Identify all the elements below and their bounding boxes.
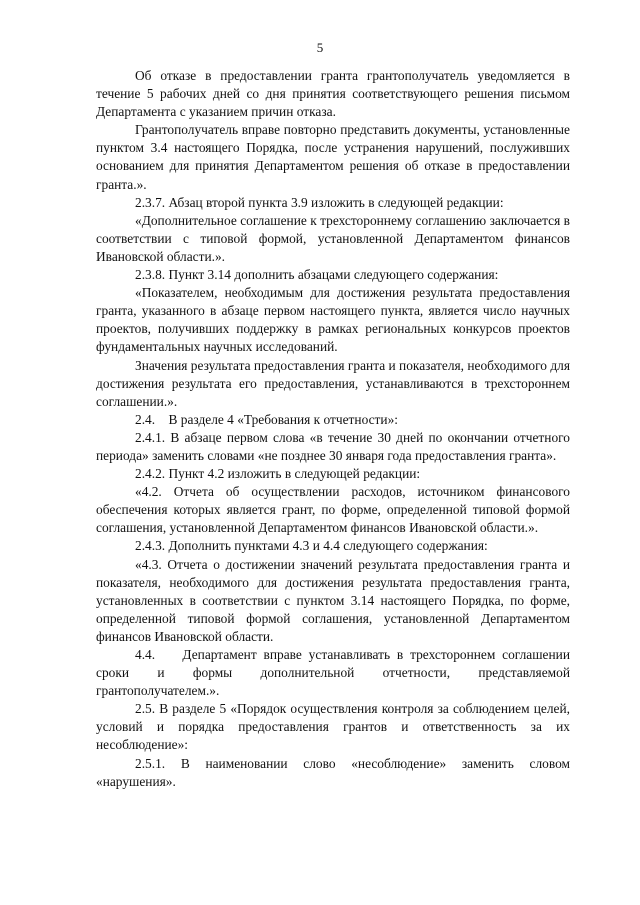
paragraph: 2.4. В разделе 4 «Требования к отчетности»: bbox=[135, 411, 398, 427]
paragraph: 2.3.7. Абзац второй пункта 3.9 изложить в следующей редакции: bbox=[135, 194, 504, 210]
paragraph: 4.4. Департамент вправе устанавливать в трехстороннем соглашении сроки и формы дополнительной отчетности, представляемой грантополучателем.». bbox=[96, 647, 574, 699]
paragraph: «4.2. Отчета об осуществлении расходов, источником финансового обеспечения которых является грант, по форме, определенной типовой формой соглашения, установленной Департаментом финансов Ивановской области.». bbox=[96, 484, 570, 536]
page-number: 5 bbox=[316, 40, 324, 55]
paragraph: «Дополнительное соглашение к трехстороннему соглашению заключается в соответствии с типовой формой, установленной Департаментом финансов Ивановской области.». bbox=[96, 212, 570, 264]
paragraph: «Показателем, необходимым для достижения результата предоставления гранта, указанного в абзаце первом настоящего пункта, является число научных проектов, получивших поддержку в рамках региональных конкурсов проектов фундаментальных научных исследований. bbox=[96, 285, 570, 355]
document-body bbox=[96, 67, 574, 791]
paragraph: 2.5.1. В наименовании слово «несоблюдение» заменить словом «нарушения». bbox=[96, 755, 570, 789]
paragraph: 2.4.2. Пункт 4.2 изложить в следующей редакции: bbox=[135, 466, 421, 482]
paragraph: 2.4.3. Дополнить пунктами 4.3 и 4.4 следующего содержания: bbox=[135, 538, 488, 554]
paragraph: Об отказе в предоставлении гранта грантополучатель уведомляется в течение 5 рабочих дней со дня принятия соответствующего решения письмом Департамента с указанием причин отказа. bbox=[96, 68, 570, 120]
paragraph: 2.5. В разделе 5 «Порядок осуществления контроля за соблюдением целей, условий и порядка предоставления грантов и ответственность за их несоблюдение»: bbox=[96, 701, 570, 753]
paragraph: 2.3.8. Пункт 3.14 дополнить абзацами следующего содержания: bbox=[135, 267, 499, 283]
paragraph: 2.4.1. В абзаце первом слова «в течение 30 дней по окончании отчетного периода» заменить словами «не позднее 30 января года предоставления гранта». bbox=[96, 429, 570, 463]
paragraph: Грантополучатель вправе повторно представить документы, установленные пунктом 3.4 настоящего Порядка, после устранения нарушений, послуживших основанием для принятия Департаментом решения об отказе в предоставлении гранта.». bbox=[96, 122, 570, 192]
paragraph: Значения результата предоставления гранта и показателя, необходимого для достижения результата его предоставления, устанавливаются в трехстороннем соглашении.». bbox=[96, 357, 570, 409]
paragraph: «4.3. Отчета о достижении значений результата предоставления гранта и показателя, необходимого для достижения результата предоставления гранта, установленных в соответствии с пунктом 3.14 настоящего Порядка, по форме, определенной типовой формой соглашения, установленной Департаментом финансов Ивановской области. bbox=[96, 556, 570, 644]
